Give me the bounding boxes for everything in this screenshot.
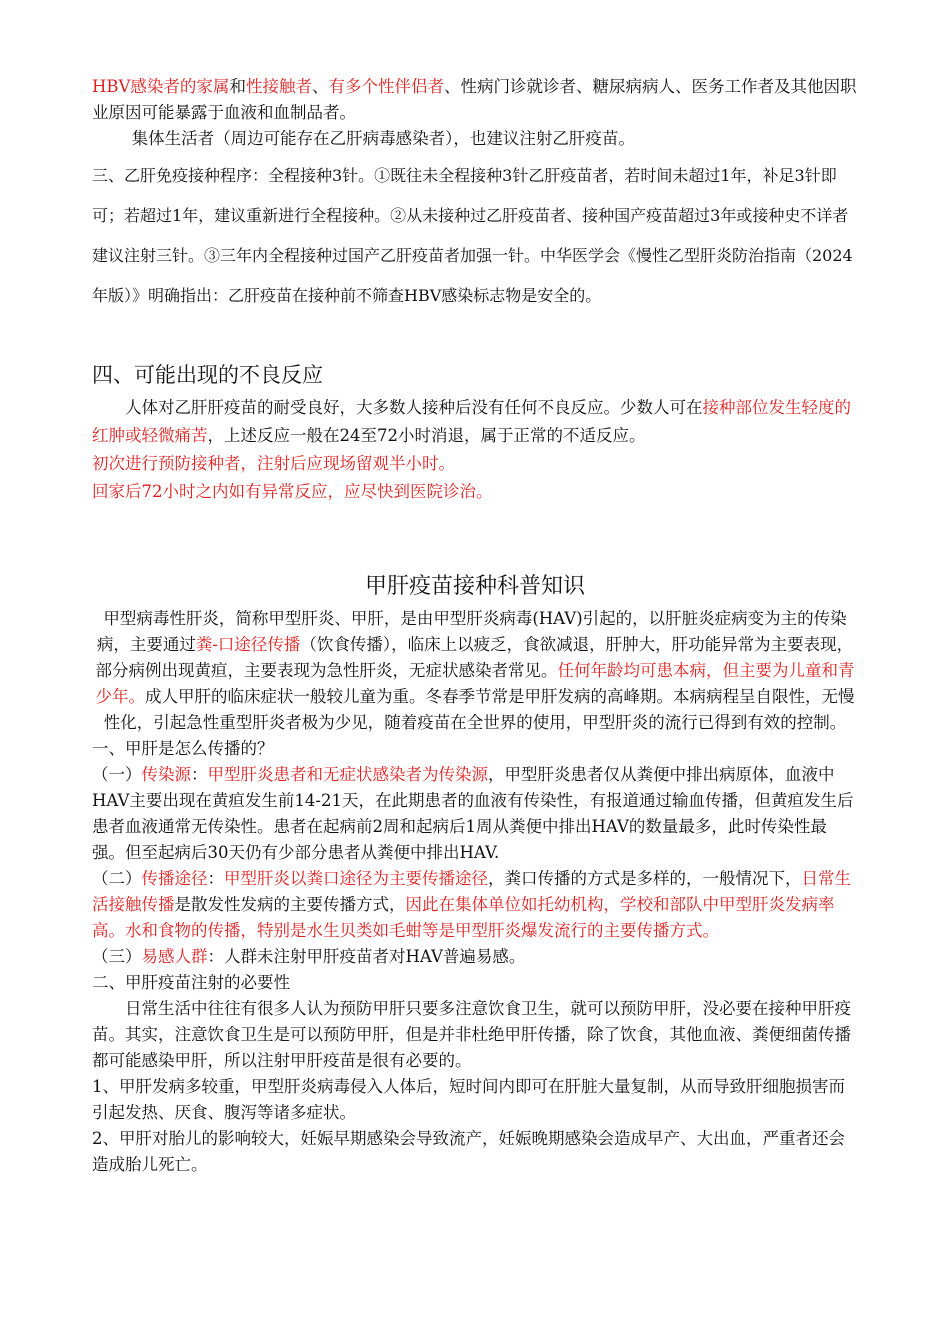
s2-prefix: （二） bbox=[92, 869, 142, 888]
fecal-oral-text: 粪-口途径传播 bbox=[195, 635, 301, 654]
s2-red-text-2: 日常生活接触传播 bbox=[92, 869, 851, 914]
s2-mid-text-2: 是散发性发病的主要传播方式， bbox=[174, 895, 406, 914]
reason-item-1: 1、甲肝发病多较重，甲型肝炎病毒侵入人体后，短时间内即可在肝脏大量复制，从而导致肝细胞损害而引起发热、厌食、腹泻等诸多症状。 bbox=[92, 1077, 845, 1122]
s3-prefix: （三） bbox=[92, 947, 142, 966]
intro-text-e: 成人甲肝的临床症状一般较儿童为重。冬春季节常是甲肝发病的高峰期。本病病程呈自限性，无慢性化，引起急性重型肝炎者极为少见，随着疫苗在全世界的使用，甲型肝炎的流行已得到有效的控制。 bbox=[103, 687, 855, 732]
s1-colon: ： bbox=[191, 765, 208, 784]
s2-mid-text-1: ，粪口传播的方式是多样的，一般情况下， bbox=[488, 869, 802, 888]
home-note: 回家后72小时之内如有异常反应，应尽快到医院诊治。 bbox=[92, 482, 493, 501]
susceptible-paragraph bbox=[92, 944, 858, 970]
reason-item-2: 2、甲肝对胎儿的影响较大，妊娠早期感染会导致流产，妊娠晚期感染会造成早产、大出血，严重者还会造成胎儿死亡。 bbox=[92, 1129, 845, 1174]
procedure-paragraph: 三、乙肝免疫接种程序：全程接种3针。①既往未全程接种3针乙肝疫苗者，若时间未超过1年，补足3针即可；若超过1年，建议重新进行全程接种。②从未接种过乙肝疫苗者、接种国产疫苗超过3年或接种史不详者建议注射三针。③三年内全程接种过国产乙肝疫苗者加强一针。中华医学会《慢性乙型肝炎防治指南（2024年版）》明确指出：乙肝疫苗在接种前不筛查HBV感染标志物是安全的。 bbox=[92, 166, 853, 305]
s3-rest-text: ：人群未注射甲肝疫苗者对HAV普遍易感。 bbox=[207, 947, 526, 966]
transmission-route-paragraph bbox=[92, 866, 858, 944]
s2-red-text-3: 因此在集体单位如托幼机构，学校和部队中甲型肝炎发病率高。水和食物的传播，特别是水生贝类如毛蚶等是甲型肝炎爆发流行的主要传播方式。 bbox=[92, 895, 835, 940]
intro-text-a: 甲型病毒性肝炎，简称甲型肝炎、甲肝，是由甲型肝炎病毒(HAV)引起的，以肝脏炎症病变为主的传染病，主要通过 bbox=[96, 609, 847, 654]
transmission-question: 一、甲肝是怎么传播的？ bbox=[92, 739, 274, 758]
hbv-target-groups bbox=[92, 74, 858, 152]
other-groups-text: 、性病门诊就诊者、糖尿病病人、医务工作者及其他因职业原因可能暴露于血液和血制品者。 bbox=[92, 77, 857, 122]
adverse-paragraph bbox=[92, 394, 858, 450]
age-group-text: 任何年龄均可患本病，但主要为儿童和青少年。 bbox=[95, 661, 855, 706]
s2-label: 传播途径 bbox=[141, 869, 208, 888]
s1-label: 传染源 bbox=[141, 765, 191, 784]
collective-living-paragraph: 集体生活者（周边可能存在乙肝病毒感染者），也建议注射乙肝疫苗。 bbox=[131, 129, 635, 148]
tolerance-text: 人体对乙肝肝疫苗的耐受良好，大多数人接种后没有任何不良反应。少数人可在 bbox=[125, 398, 703, 417]
hav-title: 甲肝疫苗接种科普知识 bbox=[364, 574, 585, 599]
sexual-contact-text: 性接触者 bbox=[245, 77, 312, 96]
necessity-question: 二、甲肝疫苗注射的必要性 bbox=[92, 973, 290, 992]
adverse-reaction-heading: 四、可能出现的不良反应 bbox=[92, 363, 323, 387]
multiple-partners-text: 有多个性伴侣者 bbox=[328, 77, 444, 96]
reaction-duration-text: ，上述反应一般在24至72小时消退，属于正常的不适反应。 bbox=[207, 426, 646, 445]
s3-label: 易感人群 bbox=[141, 947, 208, 966]
s1-rest-text: ，甲型肝炎患者仅从粪便中排出病原体，血液中HAV主要出现在黄疸发生前14-21天，在此期患者的血液有传染性，有报道通过输血传播，但黄疸发生后患者血液通常无传染性。患者在起病前2周和起病后1周从粪便中排出HAV的数量最多，此时传染性最强。但至起病后30天仍有少部分患者从粪便中排出HAV. bbox=[92, 765, 854, 862]
s2-colon: ： bbox=[207, 869, 224, 888]
s1-prefix: （一） bbox=[92, 765, 142, 784]
adverse-reaction-section bbox=[92, 394, 858, 506]
hav-transmission-section bbox=[92, 736, 858, 1178]
conjunction-text: 和 bbox=[229, 77, 246, 96]
s2-red-text-1: 甲型肝炎以粪口途径为主要传播途径 bbox=[224, 869, 488, 888]
immunization-procedure bbox=[92, 156, 858, 316]
hbv-family-text: HBV感染者的家属 bbox=[92, 77, 230, 96]
s1-red-text: 甲型肝炎患者和无症状感染者为传染源 bbox=[207, 765, 488, 784]
separator-text: 、 bbox=[311, 77, 329, 96]
observation-note: 初次进行预防接种者，注射后应现场留观半小时。 bbox=[92, 454, 455, 473]
hav-intro bbox=[92, 606, 858, 736]
hbv-groups-paragraph bbox=[92, 74, 858, 126]
local-reaction-text: 接种部位发生轻度的红肿或轻微痛苦 bbox=[92, 398, 851, 445]
necessity-paragraph: 日常生活中往往有很多人认为预防甲肝只要多注意饮食卫生，就可以预防甲肝，没必要在接种甲肝疫苗。其实，注意饮食卫生是可以预防甲肝，但是并非杜绝甲肝传播，除了饮食，其他血液、粪便细菌传播都可能感染甲肝，所以注射甲肝疫苗是很有必要的。 bbox=[92, 999, 851, 1070]
intro-text-c: （饮食传播），临床上以疲乏，食欲减退，肝肿大，肝功能异常为主要表现，部分病例出现黄疸，主要表现为急性肝炎，无症状感染者常见。 bbox=[95, 635, 854, 680]
infection-source-paragraph bbox=[92, 762, 858, 866]
